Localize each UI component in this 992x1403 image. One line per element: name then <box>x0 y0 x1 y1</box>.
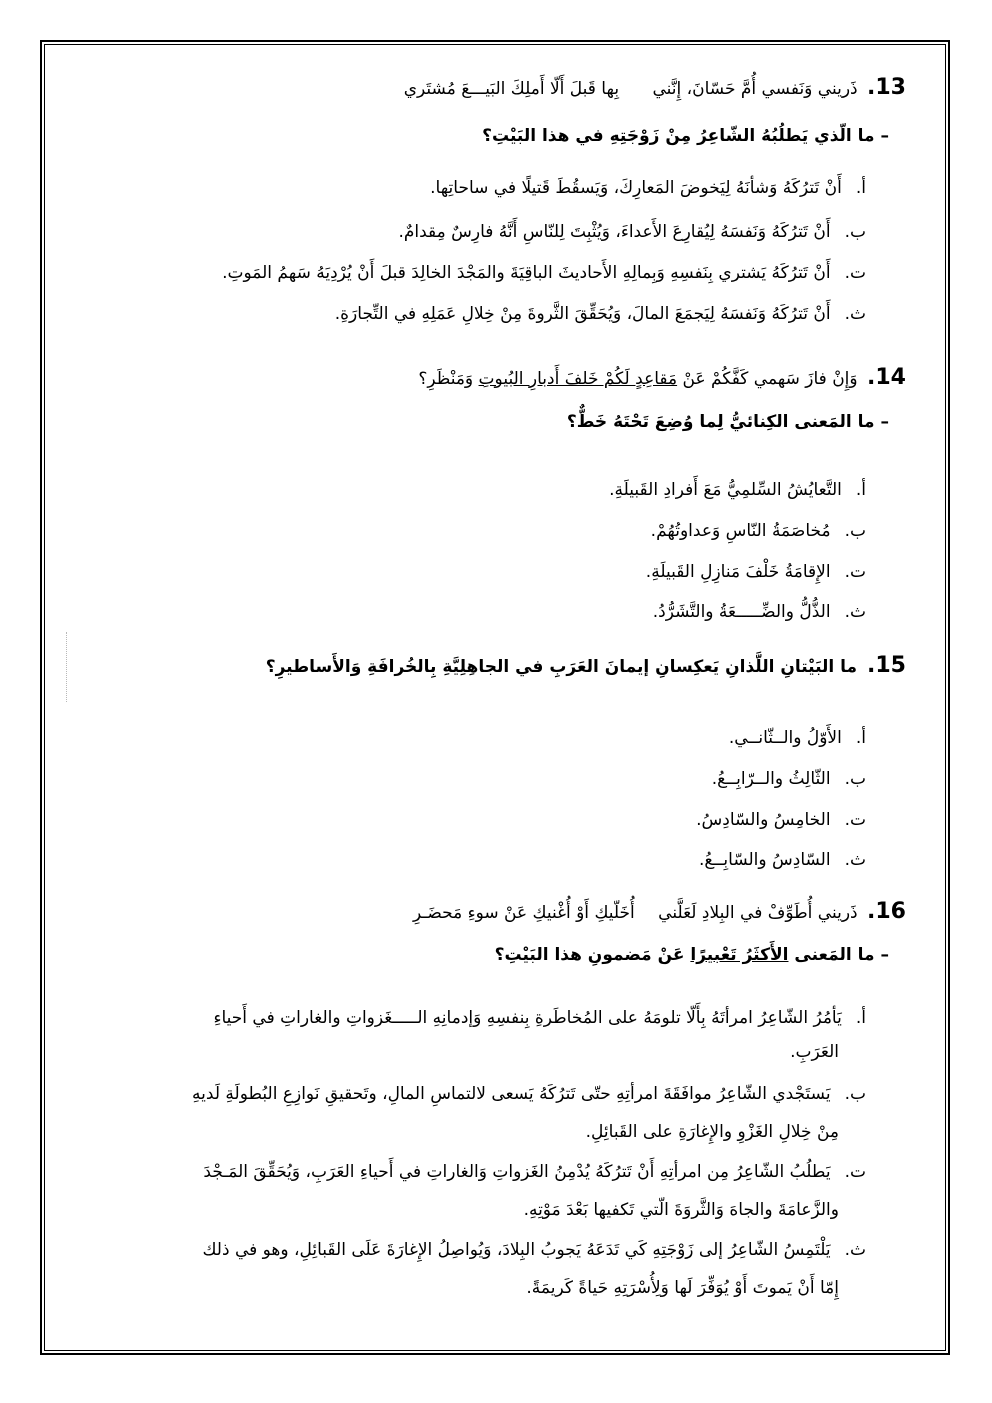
q16-question-underlined: الأَكثَرُ تَعْبيرًا <box>690 945 789 965</box>
q15-question: ما البَيْتانِ اللَّذانِ يَعكِسانِ إيمانَ العَرَبِ في الجاهِلِيَّةِ بِالخُرافَةِ وَالأَساطيرِ؟ <box>265 657 858 677</box>
q16-verse-right: ذَريني أُطَوِّفْ في البِلادِ لَعَلَّني <box>658 903 858 923</box>
q13-option-a: أ.أَنْ تَترُكَهُ وَشأنَهُ لِيَخوضَ المَعارِكَ، وَيَسقُطَ قَتيلًا في ساحاتِها. <box>430 178 866 198</box>
q15-option-b: ب.الثّالِثُ والــرّابِــعُ. <box>711 769 866 789</box>
q16-option-th-cont: إِمّا أَنْ يَموتَ أَوْ يُوَفِّرَ لَها وَلِأُسْرَتِهِ حَياةً كَريمَةً. <box>526 1278 839 1298</box>
q14-verse-prefix: وَإِنْ فازَ سَهمي كَفَّكُمْ عَنْ <box>682 369 858 389</box>
q13-option-b: ب.أَنْ تَترُكَهُ وَنَفسَهُ لِيُقارِعَ الأَعداءَ، وَيُثْبِتَ لِلنّاسِ أَنَّهُ فارِسٌ مِقدامٌ. <box>398 222 866 242</box>
q16-verse-left: أُخَلّيكِ أَوْ أُغْنيكِ عَنْ سوءِ مَحضَـرِ <box>413 903 635 923</box>
q13-verse-right: ذَريني وَنَفسي أُمَّ حَسّانَ، إِنَّني <box>652 79 858 99</box>
q13-verse-left: بِها قَبلَ أَلّا أَملِكَ البَيـــعَ مُشتَري <box>403 79 620 99</box>
q16-option-a: أ.يَأمُرُ الشّاعِرُ امرأتَهُ بِأَلّا تلومَهُ على المُخاطَرةِ بِنفسِهِ وَإدمانِهِ الـــــغَزواتِ والغاراتِ في أَحياءِ <box>213 1008 866 1028</box>
q16-option-b-cont: مِنْ خِلالِ الغَزْوِ والإِغارَةِ على القَبائِلِ. <box>585 1122 839 1142</box>
q14-number: 14. <box>867 365 906 390</box>
q13-option-t: ت.أَنْ تَترُكَهُ يَشتري بِنَفسِهِ وَبِمالِهِ الأَحاديثَ الباقِيَةَ والمَجْدَ الخالِدَ قبلَ أَنْ يُرْدِيَهُ سَهمُ المَوتِ. <box>222 263 866 283</box>
q14-option-a: أ.التَّعايُشُ السِّلمِيُّ مَعَ أَفرادِ القَبيلَةِ. <box>609 480 866 500</box>
q13-question: – ما الّذي يَطلُبُهُ الشّاعِرُ مِنْ زَوْجَتِهِ في هذا البَيْتِ؟ <box>482 126 889 146</box>
q16-option-t: ت.يَطلُبُ الشّاعِرُ مِن امرأتِهِ أَنْ تَترُكَهُ يُدْمِنُ الغَزواتِ وَالغاراتِ في أَحياءِ العَرَبِ، وَيُحَقِّقَ المَـجْدَ <box>203 1162 866 1182</box>
q15-option-t: ت.الخامِسُ والسّادِسُ. <box>696 810 866 830</box>
q15-option-th: ث.السّادِسُ والسّابِــعُ. <box>699 850 866 870</box>
q15-option-a: أ.الأَوّلُ والــثّانــي. <box>728 728 866 748</box>
q15-number: 15. <box>867 653 906 678</box>
q14-verse-suffix: وَمَنْظَرِ؟ <box>418 369 474 389</box>
q14-question: – ما المَعنى الكِنائيُّ لِما وُضِعَ تَحْتَهُ خَطٌّ؟ <box>566 412 889 432</box>
q16-question-prefix: – ما المَعنى <box>794 945 889 965</box>
q16-option-t-cont: والزَّعامَةَ والجاهَ وَالثَّروَةَ الّتي تَكفيها بَعْدَ مَوْتِهِ. <box>523 1200 839 1220</box>
q14-verse-line <box>418 366 906 391</box>
q16-verse-line <box>413 900 906 925</box>
q16-question-suffix: عَنْ مَضمونِ هذا البَيْتِ؟ <box>494 945 685 965</box>
q13-number: 13. <box>867 75 906 100</box>
q15-question-line <box>266 654 906 679</box>
margin-dots <box>66 632 71 702</box>
q13-verse-line <box>404 76 906 101</box>
q16-number: 16. <box>867 899 906 924</box>
q13-option-th: ث.أَنْ تَترُكَهُ وَنَفسَهُ لِيَجمَعَ المالَ، وَيُحَقِّقَ الثَّروةَ مِنْ خِلالِ عَمَلِهِ في التِّجارَةِ. <box>334 304 866 324</box>
q16-option-a-cont: العَرَبِ. <box>790 1042 839 1062</box>
q16-option-th: ث.يَلْتَمِسُ الشّاعِرُ إلى زَوْجَتِهِ كَي تَدَعَهُ يَجوبُ البِلادَ، وَيُواصِلُ الإِغارَةَ عَلَى القَبائِلِ، وهو في ذلك <box>202 1240 866 1260</box>
q14-verse-underlined: مَقاعِدٍ لَكُمْ خَلفَ أَدبارِ البُيوتِ <box>478 369 678 389</box>
q16-option-b: ب.يَستَجْدي الشّاعِرُ موافَقَةَ امرأتِهِ حتّى تَترُكَهُ يَسعى لالتماسِ المالِ، وتَحقيقِ نَوازِعِ البُطولَةِ لَديهِ <box>192 1084 866 1104</box>
q16-question <box>495 943 889 967</box>
q14-option-th: ث.الذُّلُّ والضِّـــــعَةُ والتَّشَرُّدُ. <box>652 602 866 622</box>
q14-option-t: ت.الإِقامَةُ خَلْفَ مَنازِلِ القَبيلَةِ. <box>645 562 866 582</box>
q14-option-b: ب.مُخاصَمَةُ النّاسِ وَعداوتُهُمْ. <box>650 521 866 541</box>
